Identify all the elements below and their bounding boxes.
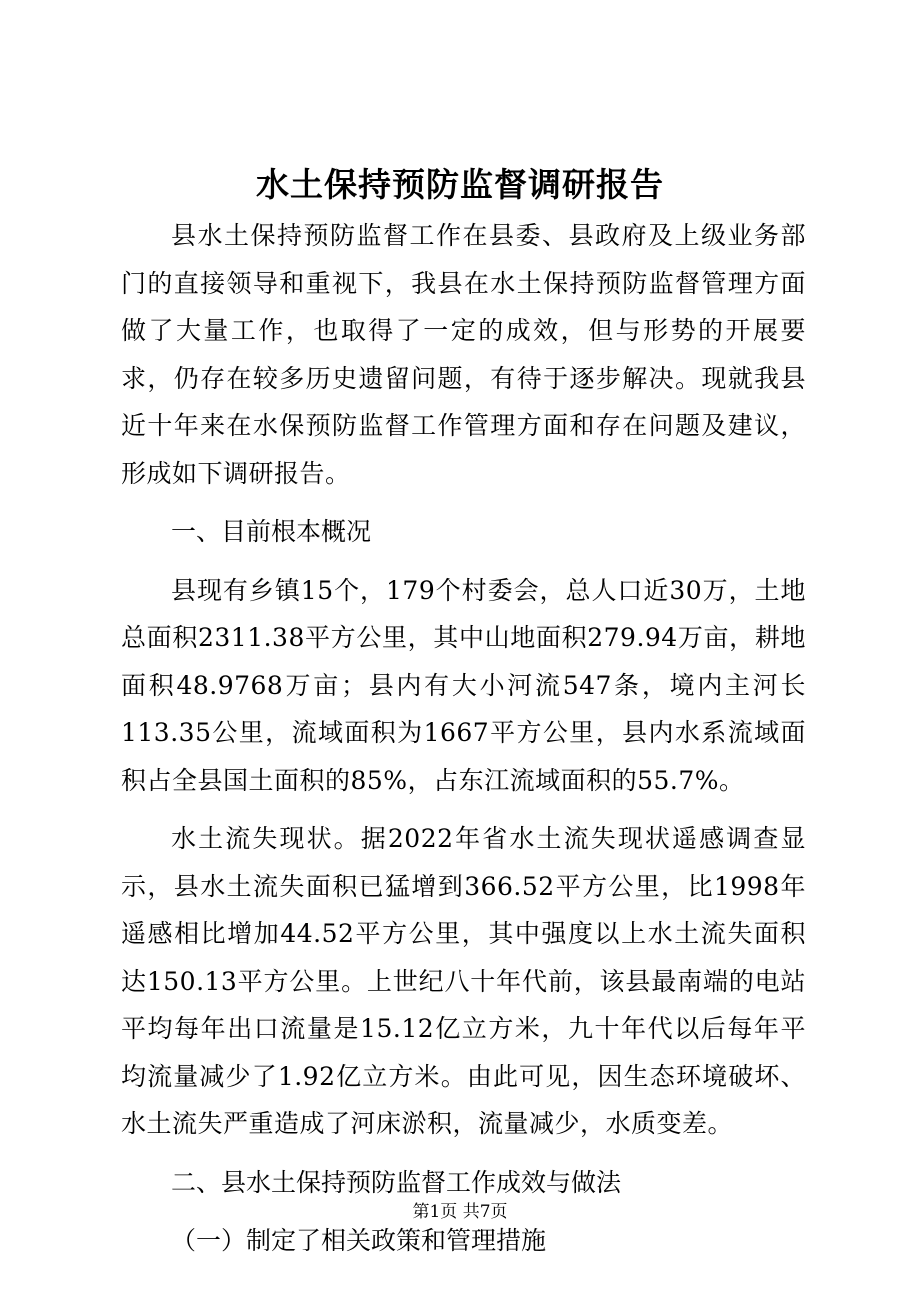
paragraph-gap (121, 556, 806, 567)
section-heading-2: 二、县水土保持预防监督工作成效与做法 (171, 1167, 622, 1197)
paragraph-gap (121, 804, 806, 815)
paragraph-gap (121, 497, 806, 508)
page-footer: 第1页 共7页 (412, 1202, 508, 1222)
section-heading-1: 一、目前根本概况 (171, 517, 372, 546)
paragraph-gap (121, 1148, 806, 1159)
subsection-heading-1: （一）制定了相关政策和管理措施 (171, 1226, 547, 1255)
overview-paragraph: 县现有乡镇15个，179个村委会，总人口近30万，土地总面积2311.38平方公里，其中山地面积279.94万亩，耕地面积48.9768万亩；县内有大小河流547条，境内主河长113.35公里，流域面积为1667平方公里，县内水系流域面积占全县国土面积的85%，占东江流域面积的55.7%。 (121, 575, 806, 795)
intro-paragraph: 县水土保持预防监督工作在县委、县政府及上级业务部门的直接领导和重视下，我县在水土保持预防监督管理方面做了大量工作，也取得了一定的成效，但与形势的开展要求，仍存在较多历史遗留问题，有待于逐步解决。现就我县近十年来在水保预防监督工作管理方面和存在问题及建议，形成如下调研报告。 (121, 221, 806, 488)
soil-erosion-paragraph: 水土流失现状。据2022年省水土流失现状遥感调查显示，县水土流失面积已猛增到366.52平方公里，比1998年遥感相比增加44.52平方公里，其中强度以上水土流失面积达150.13平方公里。上世纪八十年代前，该县最南端的电站平均每年出口流量是15.12亿立方米，九十年代以后每年平均流量减少了1.92亿立方米。由此可见，因生态环境破坏、水土流失严重造成了河床淤积，流量减少，水质变差。 (121, 824, 806, 1138)
document-body (121, 212, 806, 1265)
document-title: 水土保持预防监督调研报告 (256, 165, 664, 204)
